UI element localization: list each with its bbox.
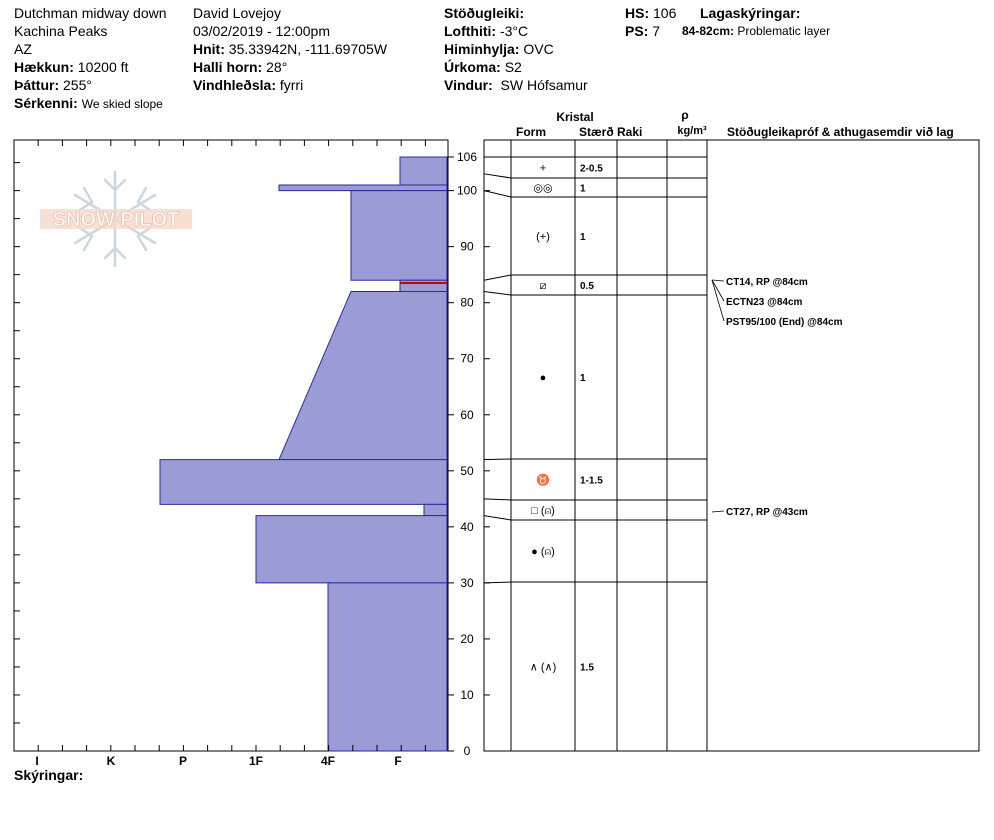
hardness-layer [279,185,447,191]
test-arrow [712,280,724,301]
column-kristal: Kristal [556,110,594,124]
hardness-layer [256,516,447,583]
hardness-layer [400,280,447,291]
layer-notes-title: Lagaskýringar: [700,5,801,21]
hardness-layer [279,291,447,459]
coords-label: Hnit: [193,41,225,57]
column-size: Stærð [579,125,614,139]
depth-tick-label: 100 [456,183,478,198]
hardness-tick-label: P [178,754,188,768]
grain-form: □ (⍝) [531,505,555,517]
column-form: Form [516,125,546,139]
hs-label: HS: [625,5,650,21]
grain-size: 1 [580,183,586,195]
elevation-label: Hækkun: [14,59,74,75]
hardness-profile [160,157,447,751]
observer: David Lovejoy [193,5,281,21]
layer-connector [484,291,511,295]
state: AZ [14,41,32,57]
hardness-layer [400,157,447,185]
hardness-tick-label: I [35,754,39,768]
sky-label: Himinhylja: [444,41,520,57]
test-arrow [712,511,724,512]
top-minor-ticks [14,140,425,146]
column-moisture: Raki [617,125,643,139]
test-result: PST95/100 (End) @84cm [726,317,843,328]
ps-label: PS: [625,23,649,39]
layer-connector [484,459,511,460]
column-rho: ρ [681,108,689,122]
location: Dutchman midway down [14,5,167,21]
grain-form: ● [539,372,547,384]
layer-rows [484,157,707,674]
slope-value: 28° [266,59,288,75]
grain-form: + [539,162,547,175]
layer-note-range: 84-82cm: [682,24,735,38]
grain-size: 1.5 [580,662,594,674]
column-density-unit: kg/m³ [677,125,707,137]
sky-value: OVC [523,41,554,57]
hardness-layer [351,191,447,281]
depth-tick-label: 106 [456,150,478,164]
hardness-tick-label: 4F [320,754,336,768]
depth-tick-label: 20 [460,631,474,646]
grain-form: ◎◎ [533,182,553,195]
coords-value: 35.33942N, -111.69705W [228,41,388,57]
layer-connector [484,499,511,500]
air-temp-value: -3°C [499,23,529,39]
legend-label: Skýringar: [14,767,84,783]
depth-tick-label: 10 [460,687,474,702]
hardness-tick-label: K [106,754,116,768]
aspect-value: 255° [63,77,92,93]
grain-form: ● (⍝) [531,546,555,558]
depth-tick-label: 70 [460,351,474,366]
test-result: CT27, RP @43cm [726,507,808,518]
wind-loading-label: Vindhleðsla: [193,77,276,93]
grain-size: 0.5 [580,281,594,292]
precip-label: Úrkoma: [444,59,501,75]
layer-connector [484,516,511,520]
depth-tick-label: 60 [460,407,474,422]
logo-text: SNOW PILOT [52,209,180,231]
hardness-tick-label: 1F [248,754,264,768]
features-label: Sérkenni: [14,95,78,111]
aspect-label: Þáttur: [14,77,60,93]
stability-label: Stöðugleiki: [444,5,525,21]
depth-tick-label: 80 [460,295,474,310]
depth-tick-label: 40 [460,519,474,534]
stability-tests [712,277,843,518]
grain-size: 1 [580,232,586,243]
datetime: 03/02/2019 - 12:00pm [193,23,330,39]
grain-size: 2-0.5 [580,163,603,175]
layer-connector [484,174,511,178]
depth-tick-label: 50 [460,463,474,478]
wind-value: SW Hófsamur [500,77,588,93]
hs-value: 106 [653,5,677,21]
hardness-tick-label: F [394,754,402,768]
snowpilot-logo [40,172,192,266]
air-temp-label: Lofthiti: [444,23,497,39]
hardness-layer [160,460,447,505]
layer-note-text: Problematic layer [737,24,831,38]
grain-size: 1-1.5 [580,475,603,487]
left-minor-ticks [14,163,20,751]
precip-value: S2 [504,59,522,75]
wind-label: Vindur: [444,77,493,93]
depth-tick-label: 0 [463,744,471,758]
hardness-layer [424,504,447,515]
features-value: We skied slope [81,97,163,111]
hardness-layer [328,583,447,751]
grain-form: (+) [536,231,550,243]
elevation-value: 10200 ft [77,59,129,75]
test-arrow [712,280,724,281]
slope-label: Halli horn: [193,59,263,75]
ps-value: 7 [652,23,661,39]
depth-tick-label: 90 [460,239,474,254]
test-arrow [712,280,724,321]
test-result: CT14, RP @84cm [726,277,808,288]
layer-connector [484,275,511,280]
wind-loading-value: fyrri [279,77,304,93]
layer-table-frame [484,140,979,751]
layer-connector [484,191,511,197]
column-stability-comments: Stöðugleikapróf & athugasemdir við lag [727,125,954,139]
layer-connector [484,582,511,583]
grain-form: ♉ [536,474,550,487]
depth-tick-label: 30 [460,575,474,590]
grain-size: 1 [580,373,586,384]
range: Kachina Peaks [14,23,108,39]
test-result: ECTN23 @84cm [726,297,803,308]
grain-form: ∧ (∧) [529,661,557,674]
grain-form: ⧄ [539,280,547,292]
